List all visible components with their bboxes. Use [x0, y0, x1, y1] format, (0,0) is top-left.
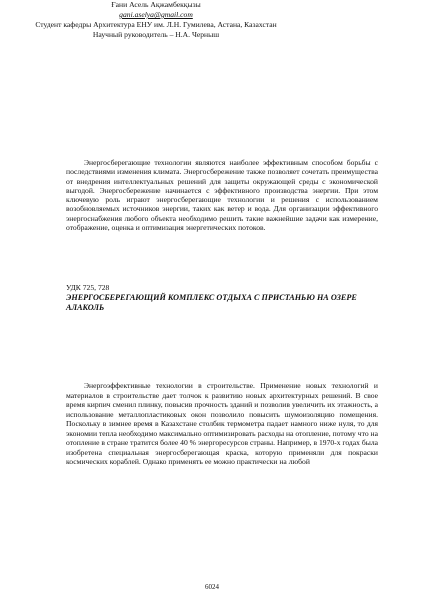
body-paragraph: Энергоэффективные технологии в строительстве. Применение новых технологий и материалов в строительстве дает толчок к развитию новых архитектурных решений. В свое время кирпич сменил плинку, повысив прочность зданий и позволив увеличить их этажность, а использование металлопластиковых окон позволило повысить шумоизоляцию помещения. Поскольку в зимнее время в Казахстане столбик термометра падает намного ниже нуля, то для экономии тепла необходимо максимально оптимизировать расходы на отопление, потому что на отопление в стране тратится более 40 % энергоресурсов страны. Например, в 1970-х годах была изобретена специальная энергосберегающая краска, которую применяли для покраски космических кораблей. Однако применять ее можно практически на любой [66, 381, 378, 466]
author-block [0, 0, 312, 40]
udc-code: УДК 725, 728 [66, 283, 110, 292]
author-name: Ғани Асель Ақжамбекқызы [111, 0, 201, 9]
abstract [66, 158, 378, 232]
author-affiliation: Студент кафедры Архитектура ЕНУ им. Л.Н. Гумилева, Астана, Казахстан [35, 20, 277, 29]
supervisor: Научный руководитель – Н.А. Черныш [92, 30, 220, 39]
author-email[interactable]: gani.aselya@gmail.com [119, 10, 193, 19]
body-text [66, 381, 378, 470]
abstract-paragraph: Энергосберегающие технологии являются наиболее эффективным способом борьбы с последствиями изменения климата. Энергосбережение также позволяет сочетать преимущества от внедрения интеллектуальных решений для защиты окружающей среды с экономической выгодой. Энергосбережение начинается с эффективного производства энергии. При этом ключевую роль играют энергосберегающие технологии и решения с использованием возобновляемых источников энергии, таких как ветер и вода. Для организации эффективного энергоснабжения любого объекта необходимо решить такие важнейшие задачи как измерение, отображение, оценка и оптимизация энергетических потоков. [66, 158, 378, 233]
paper-title: ЭНЕРГОСБЕРЕГАЮЩИЙ КОМПЛЕКС ОТДЫХА С ПРИСТАНЬЮ НА ОЗЕРЕ АЛАКОЛЬ [66, 293, 357, 312]
page-number: 6024 [205, 583, 219, 591]
